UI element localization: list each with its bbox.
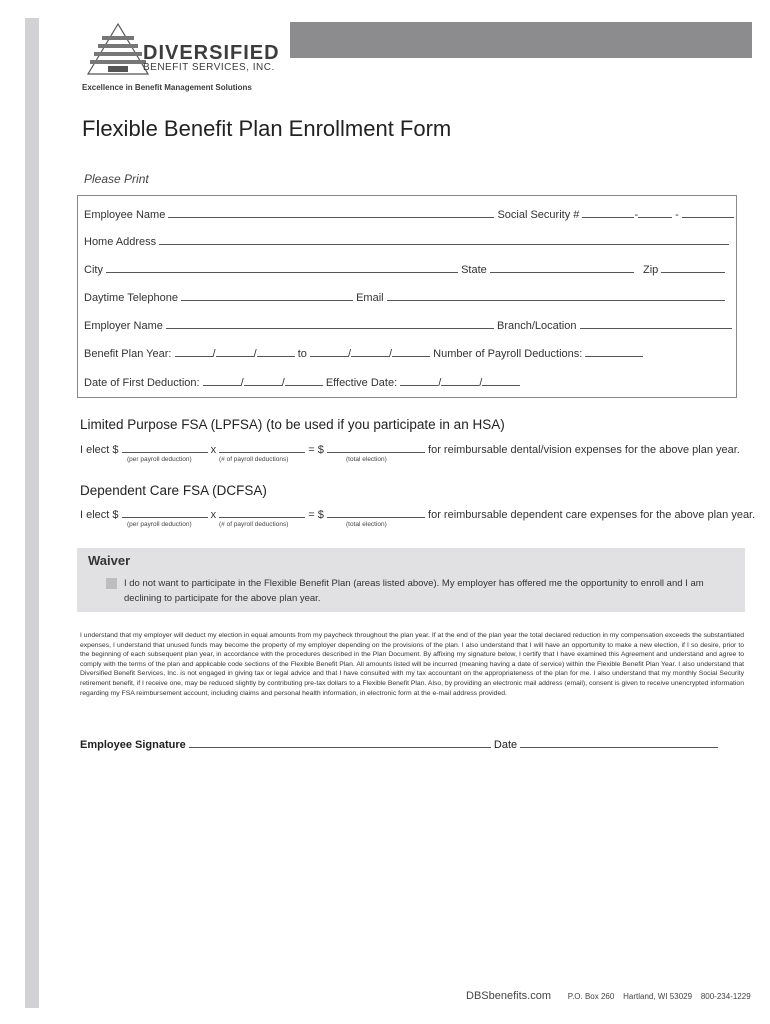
dcfsa-total-caption: (total election) [346,521,387,528]
zip-label: Zip [643,264,659,276]
signature-date-field[interactable] [520,737,718,748]
please-print-note: Please Print [84,172,149,186]
plan-year-end-year[interactable] [392,346,430,357]
email-field[interactable] [387,290,725,301]
side-strip [25,18,39,1008]
dcfsa-num-payroll-caption: (# of payroll deductions) [219,521,289,528]
plan-year-start-month[interactable] [175,346,213,357]
row-phone-email [84,290,725,305]
first-deduction-month[interactable] [203,375,241,386]
plan-year-label: Benefit Plan Year: [84,348,172,360]
payroll-deductions-field[interactable] [585,346,643,357]
dcfsa-x: x [210,509,217,521]
dcfsa-per-payroll-field[interactable] [122,507,208,518]
city-field[interactable] [106,262,458,273]
lpfsa-equals: = $ [308,444,324,456]
city-label: City [84,264,103,276]
daytime-phone-label: Daytime Telephone [84,292,178,304]
header-bar [290,22,752,58]
footer-website: DBSbenefits.com [466,990,551,1002]
state-field[interactable] [490,262,634,273]
logo-name: DIVERSIFIED [143,42,280,64]
signature-label: Employee Signature [80,739,186,751]
lpfsa-per-payroll-field[interactable] [122,442,208,453]
dcfsa-num-payroll-field[interactable] [219,507,305,518]
dcfsa-per-payroll-caption: (per payroll deduction) [127,521,192,528]
effective-date-year[interactable] [482,375,520,386]
footer [466,990,757,1002]
row-city [84,262,725,277]
row-plan-year: Benefit Plan Year: / / to / / Number of Payroll Deductions: [84,346,643,361]
footer-city: Hartland, WI 53029 [623,992,693,1001]
footer-po-box: P.O. Box 260 [567,992,615,1001]
lpfsa-total-caption: (total election) [346,456,387,463]
waiver-title: Waiver [88,553,131,568]
waiver-text: I do not want to participate in the Flexible Benefit Plan (areas listed above). My employer has offered me the opportunity to enroll and I am declining to participate for the above plan year. [124,578,704,604]
plan-year-start-day[interactable] [216,346,254,357]
lpfsa-per-payroll-caption: (per payroll deduction) [127,456,192,463]
footer-phone: 800-234-1229 [700,992,751,1001]
signature-field[interactable] [189,737,491,748]
lpfsa-description: for reimbursable dental/vision expenses for the above plan year. [428,444,740,456]
row-employer [84,318,732,333]
ssn-label: Social Security # [497,209,580,221]
email-label: Email [356,292,384,304]
first-deduction-year[interactable] [285,375,323,386]
ssn-field-2[interactable] [638,207,672,218]
daytime-phone-field[interactable] [181,290,353,301]
lpfsa-total-field[interactable] [327,442,425,453]
waiver-checkbox[interactable] [106,578,117,589]
employer-name-field[interactable] [166,318,494,329]
to-label: to [297,348,307,360]
form-title: Flexible Benefit Plan Enrollment Form [82,116,452,141]
lpfsa-title: Limited Purpose FSA (LPFSA) (to be used if you participate in an HSA) [80,417,505,432]
plan-year-end-month[interactable] [310,346,348,357]
zip-field[interactable] [661,262,725,273]
dcfsa-total-field[interactable] [327,507,425,518]
date-label: Date [493,739,518,751]
dcfsa-title: Dependent Care FSA (DCFSA) [80,483,267,498]
state-label: State [461,264,487,276]
plan-year-start-year[interactable] [257,346,295,357]
lpfsa-x: x [210,444,217,456]
logo-subtitle: BENEFIT SERVICES, INC. [143,62,275,73]
lpfsa-num-payroll-field[interactable] [219,442,305,453]
effective-date-day[interactable] [441,375,479,386]
dcfsa-election-row [80,507,755,521]
branch-label: Branch/Location [496,320,577,332]
effective-date-label: Effective Date: [325,377,398,389]
lpfsa-elect-label: I elect $ [80,444,119,456]
employer-name-label: Employer Name [84,320,163,332]
ssn-field-1[interactable] [582,207,634,218]
dcfsa-elect-label: I elect $ [80,509,119,521]
employee-name-label: Employee Name [84,209,166,221]
first-deduction-label: Date of First Deduction: [84,377,200,389]
row-home-address [84,234,729,249]
employee-name-field[interactable] [168,207,494,218]
row-first-deduction: Date of First Deduction: / / Effective Date: / / [84,375,520,390]
logo-tagline: Excellence in Benefit Management Solutions [82,83,252,92]
dcfsa-description: for reimbursable dependent care expenses for the above plan year. [428,509,756,521]
ssn-field-3[interactable] [682,207,734,218]
row-employee-name: Employee Name Social Security # - - [84,207,734,222]
legal-text: I understand that my employer will deduct my election in equal amounts from my paycheck throughout the plan year. If at the end of the plan year the total declared reduction in my compensation exceeds the substantiated expenses, I understand that unused funds may become the property of my employer depending on the provisions of the plan. I also understand that I will have an opportunity to make a new election, if I so desire, prior to the beginning of each subsequent plan year, in accordance with the procedures described in the Plan Document. By affixing my signature below, I certify that I have examined this Agreement and understand and agree to comply with the terms of the plan and applicable code sections of the Flexible Benefit Plan. All amounts listed will be incurred (meaning having a date of service) within the Flexible Benefit Plan Year. I also understand that Diversified Benefit Services, Inc. is not engaged in giving tax or legal advice and that I have consulted with my tax accountant on the appropriateness of the plan for me. I also understand that my monthly Social Security retirement benefit, if I receive one, may be reduced slightly by contributing pre-tax dollars to a Flexible Benefit Plan. Also, by providing an electronic mail address (email), consent is given to receive unencrypted information regarding my FSA reimbursement account, including claims and personal health information, in electronic form at the e-mail address provided. [80,632,744,697]
branch-field[interactable] [580,318,732,329]
first-deduction-day[interactable] [244,375,282,386]
home-address-field[interactable] [159,234,729,245]
signature-row [80,737,718,751]
dcfsa-equals: = $ [308,509,324,521]
home-address-label: Home Address [84,236,157,248]
payroll-deductions-label: Number of Payroll Deductions: [433,348,583,360]
effective-date-month[interactable] [400,375,438,386]
lpfsa-num-payroll-caption: (# of payroll deductions) [219,456,289,463]
plan-year-end-day[interactable] [351,346,389,357]
lpfsa-election-row [80,442,740,456]
